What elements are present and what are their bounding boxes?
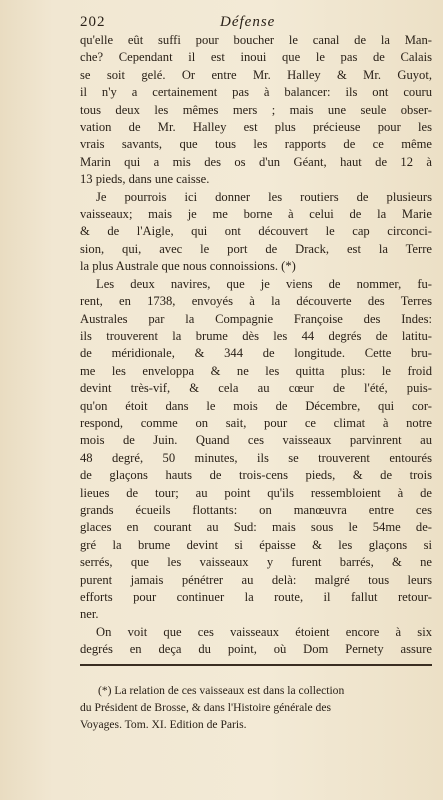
text-line: glaces en courant au Sud: mais sous le 54me de- bbox=[80, 520, 432, 535]
footnote-line: du Président de Brosse, & dans l'Histoire générale des bbox=[80, 701, 331, 714]
page-number: 202 bbox=[80, 14, 106, 30]
text-line: devint très-vif, & cela au cœur de l'été, puis- bbox=[80, 381, 432, 396]
paragraph-start-line: Les deux navires, que je viens de nommer, fu- bbox=[96, 276, 432, 291]
text-line: 13 pieds, dans une caisse. bbox=[80, 172, 210, 187]
text-line: mois de Juin. Quand ces vaisseaux parvinrent au bbox=[80, 433, 432, 448]
text-line: & de l'Aigle, qui ont découvert le cap circonci- bbox=[80, 224, 432, 239]
text-line: respond, comme on sait, pour ce climat à notre bbox=[80, 415, 432, 430]
text-line: grands écueils flottants: on manœuvra entre ces bbox=[80, 502, 432, 517]
text-line: la plus Australe que nous connoissions. (*) bbox=[80, 259, 296, 274]
text-line: lieues de tour; au point qu'ils ressembloient à de bbox=[80, 485, 432, 500]
text-line: gré la brume devint si épaisse & les glaçons si bbox=[80, 537, 432, 552]
text-line: purent jamais pénétrer au delà: malgré tous leurs bbox=[80, 572, 432, 587]
text-line: Australes par la Compagnie Françoise des Indes: bbox=[80, 311, 432, 326]
text-line: ner. bbox=[80, 607, 99, 622]
text-line: de glaçons hauts de trois-cens pieds, & de trois bbox=[80, 468, 432, 483]
running-title: Défense bbox=[220, 14, 276, 30]
footnote-rule bbox=[80, 664, 432, 666]
text-line: qu'on étoit dans le mois de Décembre, qui cor- bbox=[80, 398, 432, 413]
text-line: de méridionale, & 344 de longitude. Cette bru- bbox=[80, 346, 432, 361]
text-line: rent, en 1738, envoyés à la découverte des Terres bbox=[80, 294, 432, 309]
text-line: Marin qui a mis des os d'un Géant, haut de 12 à bbox=[80, 154, 432, 169]
paragraph-start-line: Je pourrois ici donner les routiers de plusieurs bbox=[96, 189, 432, 204]
text-line: tous deux les mêmes mers ; mais une seule obser- bbox=[80, 102, 432, 117]
text-line: il n'y a certainement pas à balancer: ils ont couru bbox=[80, 85, 432, 100]
text-line: qu'elle eût suffi pour boucher le canal de la Man- bbox=[80, 33, 432, 47]
text-line: vaisseaux; mais je me borne à celui de la Marie bbox=[80, 207, 432, 222]
footnote-line: (*) La relation de ces vaisseaux est dans la collection bbox=[98, 684, 345, 697]
text-line: che? Cependant il est inoui que le pas de Calais bbox=[80, 50, 432, 65]
text-line: 48 degré, 50 minutes, ils se trouverent entourés bbox=[80, 450, 432, 465]
text-line: vation de Mr. Halley est plus précieuse pour les bbox=[80, 120, 432, 135]
text-line: efforts pour continuer la route, il fallut retour- bbox=[80, 590, 432, 604]
text-line: vrais savants, que tous les rapports de ce même bbox=[80, 137, 432, 152]
paragraph-start-line: On voit que ces vaisseaux étoient encore à six bbox=[96, 624, 432, 639]
text-line: me les enveloppa & ne les quitta plus: le froid bbox=[80, 363, 432, 378]
footnote-line: Voyages. Tom. XI. Edition de Paris. bbox=[80, 718, 247, 731]
footnote bbox=[80, 682, 432, 733]
text-line: serrés, que les vaisseaux y furent barrés, & ne bbox=[80, 555, 432, 570]
text-line: sion, qui, avec le port de Drack, est la Terre bbox=[80, 241, 432, 256]
text-line: degrés en deça du point, où Dom Pernety assure bbox=[80, 642, 432, 657]
body-text bbox=[80, 32, 432, 659]
text-line: se soit gelé. Or entre Mr. Halley & Mr. Guyot, bbox=[80, 67, 432, 82]
text-line: ils trouverent la brume dès les 44 degrés de latitu- bbox=[80, 328, 432, 343]
